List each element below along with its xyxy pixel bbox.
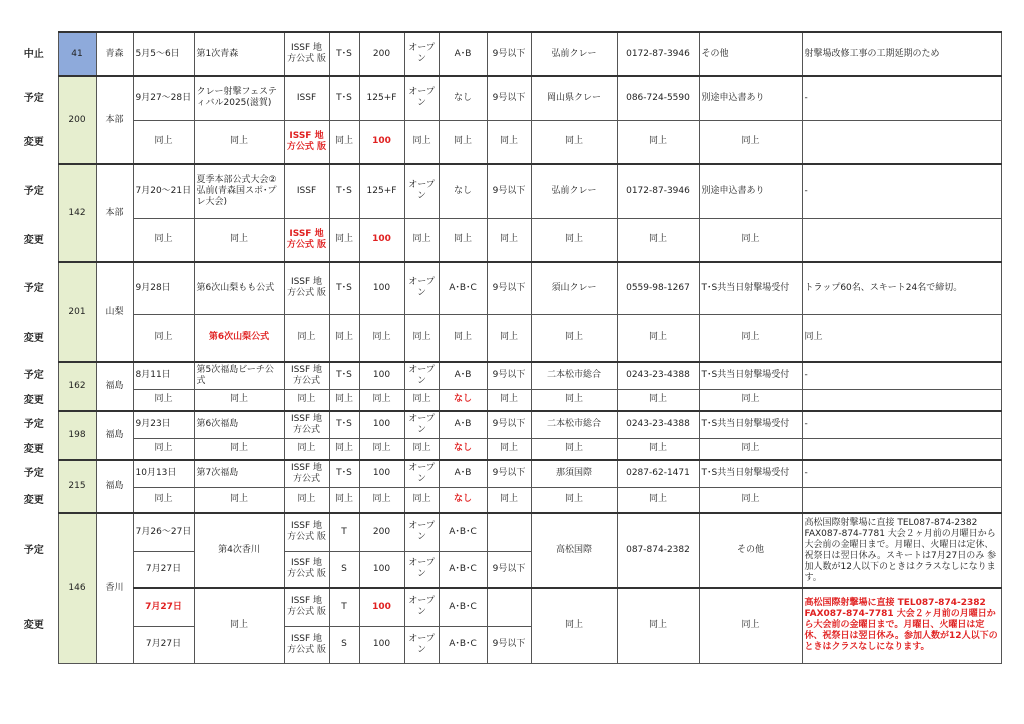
type: T･S (329, 460, 359, 487)
rule: ISSF (284, 76, 329, 120)
shot: 9号以下 (487, 32, 531, 76)
shot: 同上 (487, 120, 531, 164)
venue: 二本松市総合 (531, 411, 617, 438)
tel: 0243-23-4388 (617, 362, 699, 389)
remarks (802, 218, 1001, 262)
date: 7月26～27日 (133, 513, 194, 551)
event-number: 142 (58, 164, 96, 262)
tel: 0559-98-1267 (617, 262, 699, 314)
open: オープン (404, 164, 439, 218)
apply: その他 (699, 513, 802, 588)
status-label: 変更 (10, 120, 58, 164)
date: 9月23日 (133, 411, 194, 438)
event-name: 第1次青森 (194, 32, 284, 76)
table-row (10, 411, 1001, 438)
class: A･B･C (439, 588, 487, 626)
venue: 同上 (531, 218, 617, 262)
remarks (802, 438, 1001, 460)
date: 7月27日 (133, 588, 194, 626)
class: A･B (439, 411, 487, 438)
rule: 同上 (284, 389, 329, 411)
apply: T･S共当日射撃場受付 (699, 362, 802, 389)
remarks: 射撃場改修工事の工期延期のため (802, 32, 1001, 76)
date: 7月27日 (133, 626, 194, 663)
rule: ISSF 地方公式 版 (284, 513, 329, 551)
competition-change-sheet (10, 31, 1002, 664)
shot: 同上 (487, 438, 531, 460)
apply: 同上 (699, 120, 802, 164)
targets: 100 (359, 218, 404, 262)
event-number: 162 (58, 362, 96, 411)
region: 福島 (96, 460, 133, 513)
status-label: 予定 (10, 76, 58, 120)
event-name: 第6次山梨もも公式 (194, 262, 284, 314)
class: なし (439, 438, 487, 460)
shot (487, 588, 531, 626)
status-label: 予定 (10, 164, 58, 218)
tel: 0172-87-3946 (617, 164, 699, 218)
venue: 弘前クレー (531, 164, 617, 218)
class: 同上 (439, 314, 487, 362)
remarks: トラップ60名、スキート24名で締切。 (802, 262, 1001, 314)
status-label: 予定 (10, 411, 58, 438)
targets: 100 (359, 362, 404, 389)
status-label: 予定 (10, 513, 58, 588)
event-number: 41 (58, 32, 96, 76)
apply: 同上 (699, 487, 802, 513)
shot (487, 513, 531, 551)
type: 同上 (329, 487, 359, 513)
targets: 100 (359, 588, 404, 626)
class: なし (439, 487, 487, 513)
type: T･S (329, 411, 359, 438)
venue: 岡山県クレー (531, 76, 617, 120)
date: 同上 (133, 218, 194, 262)
apply: 別途申込書あり (699, 164, 802, 218)
open: 同上 (404, 218, 439, 262)
tel: 087-874-2382 (617, 513, 699, 588)
targets: 200 (359, 513, 404, 551)
open: オープン (404, 513, 439, 551)
type: T (329, 588, 359, 626)
type: T･S (329, 76, 359, 120)
remarks: 高松国際射撃場に直接 TEL087-874-2382 FAX087-874-7781 大会２ヶ月前の月曜日から大会前の金曜日まで。月曜日、火曜日は定休、祝祭日は翌日休み。スキートは7月27日のみ 参加人数が12人以下のときはクラスなしになります。 (802, 513, 1001, 588)
apply: 別途申込書あり (699, 76, 802, 120)
type: T (329, 513, 359, 551)
class: A･B (439, 32, 487, 76)
event-name: 同上 (194, 588, 284, 663)
shot: 同上 (487, 487, 531, 513)
date: 7月20～21日 (133, 164, 194, 218)
venue: 同上 (531, 314, 617, 362)
rule: ISSF 地方公式 (284, 362, 329, 389)
status-label: 変更 (10, 218, 58, 262)
class: A･B･C (439, 262, 487, 314)
date: 9月28日 (133, 262, 194, 314)
apply: その他 (699, 32, 802, 76)
tel: 同上 (617, 487, 699, 513)
open: オープン (404, 411, 439, 438)
targets: 125+F (359, 164, 404, 218)
open: オープン (404, 32, 439, 76)
table-row (10, 487, 1001, 513)
class: A･B･C (439, 513, 487, 551)
table-row (10, 389, 1001, 411)
rule: ISSF 地方公式 版 (284, 626, 329, 663)
table-row (10, 362, 1001, 389)
targets: 100 (359, 262, 404, 314)
open: オープン (404, 262, 439, 314)
venue: 須山クレー (531, 262, 617, 314)
table-row (10, 76, 1001, 120)
class: A･B･C (439, 626, 487, 663)
type: S (329, 551, 359, 588)
type: T･S (329, 164, 359, 218)
tel: 同上 (617, 218, 699, 262)
tel: 0243-23-4388 (617, 411, 699, 438)
class: 同上 (439, 120, 487, 164)
competition-table (10, 31, 1002, 664)
apply: 同上 (699, 389, 802, 411)
shot: 9号以下 (487, 460, 531, 487)
targets: 同上 (359, 389, 404, 411)
class: 同上 (439, 218, 487, 262)
table-row (10, 120, 1001, 164)
targets: 100 (359, 120, 404, 164)
type: 同上 (329, 389, 359, 411)
event-number: 198 (58, 411, 96, 460)
venue: 同上 (531, 389, 617, 411)
class: なし (439, 389, 487, 411)
open: 同上 (404, 389, 439, 411)
shot: 9号以下 (487, 362, 531, 389)
type: T･S (329, 362, 359, 389)
rule: 同上 (284, 487, 329, 513)
type: T･S (329, 262, 359, 314)
remarks (802, 487, 1001, 513)
class: なし (439, 76, 487, 120)
date: 9月27～28日 (133, 76, 194, 120)
apply: 同上 (699, 588, 802, 663)
open: 同上 (404, 487, 439, 513)
event-name: 第6次福島 (194, 411, 284, 438)
shot: 9号以下 (487, 76, 531, 120)
shot: 9号以下 (487, 164, 531, 218)
remarks: 高松国際射撃場に直接 TEL087-874-2382 FAX087-874-7781 大会２ヶ月前の月曜日から大会前の金曜日まで。月曜日、火曜日は定休、祝祭日は翌日休み。参加人数が12人以下のときはクラスなしになります。 (802, 588, 1001, 663)
apply: T･S共当日射撃場受付 (699, 411, 802, 438)
date: 同上 (133, 438, 194, 460)
remarks: - (802, 362, 1001, 389)
open: オープン (404, 626, 439, 663)
open: オープン (404, 460, 439, 487)
rule: ISSF 地方公式 版 (284, 120, 329, 164)
table-row (10, 438, 1001, 460)
venue: 同上 (531, 438, 617, 460)
class: A･B･C (439, 551, 487, 588)
type: 同上 (329, 120, 359, 164)
region: 本部 (96, 164, 133, 262)
region: 福島 (96, 411, 133, 460)
table-row (10, 262, 1001, 314)
type: S (329, 626, 359, 663)
date: 同上 (133, 487, 194, 513)
date: 同上 (133, 120, 194, 164)
remarks: 同上 (802, 314, 1001, 362)
table-row (10, 460, 1001, 487)
class: A･B (439, 460, 487, 487)
status-label: 変更 (10, 588, 58, 663)
table-row (10, 588, 1001, 626)
tel: 同上 (617, 314, 699, 362)
targets: 同上 (359, 438, 404, 460)
remarks: - (802, 164, 1001, 218)
shot: 同上 (487, 314, 531, 362)
targets: 同上 (359, 314, 404, 362)
apply: 同上 (699, 218, 802, 262)
date: 7月27日 (133, 551, 194, 588)
rule: ISSF 地方公式 版 (284, 32, 329, 76)
venue: 同上 (531, 120, 617, 164)
rule: ISSF 地方公式 版 (284, 588, 329, 626)
status-label: 変更 (10, 438, 58, 460)
status-label: 変更 (10, 487, 58, 513)
table-row (10, 218, 1001, 262)
open: オープン (404, 551, 439, 588)
status-label: 変更 (10, 389, 58, 411)
apply: 同上 (699, 438, 802, 460)
tel: 086-724-5590 (617, 76, 699, 120)
type: 同上 (329, 438, 359, 460)
venue: 弘前クレー (531, 32, 617, 76)
event-name: クレー射撃フェスティバル2025(滋賀) (194, 76, 284, 120)
tel: 同上 (617, 389, 699, 411)
rule: ISSF 地方公式 版 (284, 218, 329, 262)
event-number: 201 (58, 262, 96, 362)
apply: T･S共当日射撃場受付 (699, 460, 802, 487)
venue: 同上 (531, 588, 617, 663)
event-name: 同上 (194, 218, 284, 262)
apply: T･S共当日射撃場受付 (699, 262, 802, 314)
open: 同上 (404, 314, 439, 362)
shot: 9号以下 (487, 262, 531, 314)
targets: 100 (359, 460, 404, 487)
targets: 200 (359, 32, 404, 76)
date: 同上 (133, 389, 194, 411)
event-name: 同上 (194, 120, 284, 164)
open: オープン (404, 362, 439, 389)
remarks (802, 120, 1001, 164)
event-name: 同上 (194, 487, 284, 513)
tel: 0287-62-1471 (617, 460, 699, 487)
venue: 那須国際 (531, 460, 617, 487)
event-name: 第5次福島ビーチ公式 (194, 362, 284, 389)
venue: 同上 (531, 487, 617, 513)
region: 山梨 (96, 262, 133, 362)
status-label: 予定 (10, 362, 58, 389)
open: 同上 (404, 120, 439, 164)
tel: 同上 (617, 438, 699, 460)
table-body (10, 32, 1001, 663)
rule: 同上 (284, 314, 329, 362)
event-name: 夏季本部公式大会② 弘前(青森国スポ･プレ大会) (194, 164, 284, 218)
event-name: 第6次山梨公式 (194, 314, 284, 362)
rule: ISSF 地方公式 版 (284, 551, 329, 588)
remarks (802, 389, 1001, 411)
rule: ISSF (284, 164, 329, 218)
rule: ISSF 地方公式 (284, 411, 329, 438)
tel: 0172-87-3946 (617, 32, 699, 76)
shot: 同上 (487, 218, 531, 262)
date: 8月11日 (133, 362, 194, 389)
remarks: - (802, 460, 1001, 487)
apply: 同上 (699, 314, 802, 362)
type: 同上 (329, 218, 359, 262)
targets: 100 (359, 551, 404, 588)
date: 同上 (133, 314, 194, 362)
targets: 100 (359, 626, 404, 663)
remarks: - (802, 76, 1001, 120)
shot: 同上 (487, 389, 531, 411)
table-row (10, 164, 1001, 218)
event-name: 同上 (194, 438, 284, 460)
open: オープン (404, 76, 439, 120)
event-name: 同上 (194, 389, 284, 411)
class: なし (439, 164, 487, 218)
table-row (10, 513, 1001, 551)
region: 青森 (96, 32, 133, 76)
date: 5月5～6日 (133, 32, 194, 76)
type: T･S (329, 32, 359, 76)
tel: 同上 (617, 120, 699, 164)
event-number: 200 (58, 76, 96, 164)
remarks: - (802, 411, 1001, 438)
tel: 同上 (617, 588, 699, 663)
class: A･B (439, 362, 487, 389)
shot: 9号以下 (487, 551, 531, 588)
type: 同上 (329, 314, 359, 362)
rule: 同上 (284, 438, 329, 460)
open: オープン (404, 588, 439, 626)
rule: ISSF 地方公式 (284, 460, 329, 487)
status-label: 予定 (10, 460, 58, 487)
targets: 同上 (359, 487, 404, 513)
status-label: 中止 (10, 32, 58, 76)
table-row (10, 314, 1001, 362)
open: 同上 (404, 438, 439, 460)
venue: 二本松市総合 (531, 362, 617, 389)
status-label: 予定 (10, 262, 58, 314)
date: 10月13日 (133, 460, 194, 487)
region: 福島 (96, 362, 133, 411)
rule: ISSF 地方公式 版 (284, 262, 329, 314)
targets: 125+F (359, 76, 404, 120)
region: 本部 (96, 76, 133, 164)
table-row (10, 32, 1001, 76)
event-name: 第4次香川 (194, 513, 284, 588)
region: 香川 (96, 513, 133, 663)
targets: 100 (359, 411, 404, 438)
event-number: 146 (58, 513, 96, 663)
event-name: 第7次福島 (194, 460, 284, 487)
event-number: 215 (58, 460, 96, 513)
venue: 高松国際 (531, 513, 617, 588)
status-label: 変更 (10, 314, 58, 362)
shot: 9号以下 (487, 626, 531, 663)
shot: 9号以下 (487, 411, 531, 438)
